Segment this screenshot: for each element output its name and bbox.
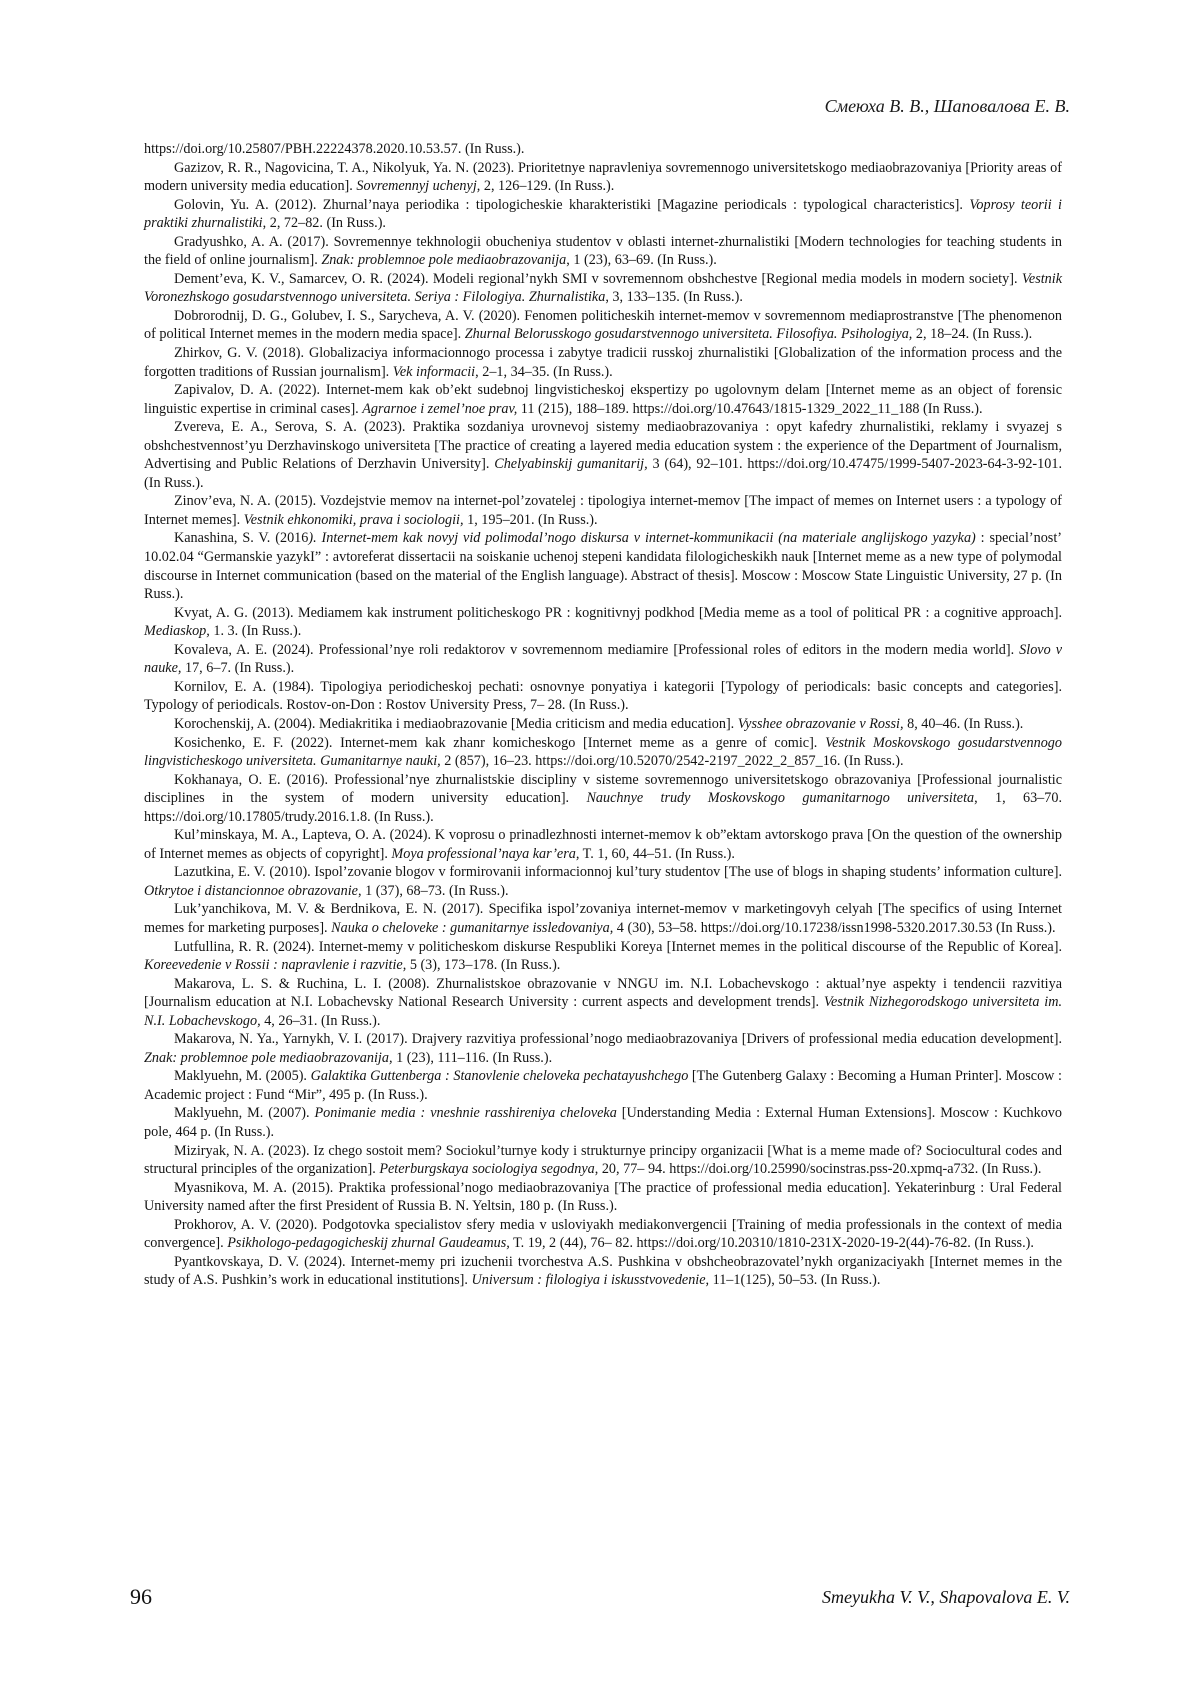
reference-source-title: Sovremennyj uchenyj, <box>356 178 481 195</box>
reference-details: [Understanding Media : External Human Extensions]. Moscow : Kuchkovo pole, 464 p. (In Russ.). <box>144 1105 1062 1140</box>
reference-entry <box>144 1030 1062 1067</box>
reference-details: , 1 (37), 68–73. (In Russ.). <box>357 882 509 899</box>
reference-entry <box>144 196 1062 233</box>
reference-details: 4, 26–31. (In Russ.). <box>260 1012 381 1029</box>
page-number: 96 <box>130 1584 152 1609</box>
reference-source-title: Ponimanie media : vneshnie rasshireniya cheloveka <box>314 1105 617 1122</box>
reference-text: Makarova, L. S. & Ruchina, L. I. (2008). Zhurnalistskoe obrazovanie v NNGU im. N.I. Lobachevskogo : aktual’nye aspekty i tendencii razvitiya [Journalism education at N.I. Lobachevsky National Research University : current aspects and development trends]. <box>144 975 1062 1011</box>
reference-source-title: Znak: problemnoe pole mediaobrazovanija, <box>144 1049 393 1066</box>
reference-entry <box>144 863 1062 900</box>
reference-text: Kanashina, S. V. (2016 <box>174 530 309 547</box>
reference-text: Zapivalov, D. A. (2022). Internet-mem kak ob’ekt sudebnoj lingvisticheskoj ekspertizy po ugolovnym delam [Internet meme as an object of forensic linguistic expertise in criminal cases]. <box>144 382 1062 417</box>
reference-entry <box>144 826 1062 863</box>
reference-details: 17, 6–7. (In Russ.). <box>181 660 295 677</box>
reference-details: , 1, 63–70. https://doi.org/10.17805/trudy.2016.1.8. (In Russ.). <box>144 790 1063 825</box>
reference-entry <box>144 159 1062 196</box>
reference-details: [The Gutenberg Galaxy : Becoming a Human Printer]. Moscow : Academic project : Fund “Mir”, 495 p. (In Russ.). <box>144 1068 1062 1103</box>
reference-source-title: Vestnik Nizhegorodskogo universiteta im. N.I. Lobachevskogo, <box>144 994 1062 1029</box>
reference-text: Zinov’eva, N. A. (2015). Vozdejstvie memov na internet-pol’zovatelej : tipologiya internet-memov [The impact of memes on Internet users : a typology of Internet memes]. <box>144 493 1062 528</box>
reference-entry <box>144 604 1062 641</box>
reference-text: Myasnikova, M. A. (2015). Praktika professional’nogo mediaobrazovaniya [The practice of professional media education]. Yekaterinburg : Ural Federal University named after the first President of Russia B. N. Yeltsin, 180 p. (In Russ.). <box>144 1179 1062 1215</box>
reference-source-title: Koreevedenie v Rossii : napravlenie i razvitie, <box>144 957 407 974</box>
reference-source-title: Voprosy teorii i praktiki zhurnalistiki <box>144 196 1062 232</box>
reference-details: 2 (857), 16–23. https://doi.org/10.52070/2542-2197_2022_2_857_16. (In Russ.). <box>440 753 904 770</box>
reference-text: Korochenskij, A. (2004). Mediakritika i mediaobrazovanie [Media criticism and media education]. <box>174 715 738 732</box>
reference-text: Dobrorodnij, D. G., Golubev, I. S., Sarycheva, A. V. (2020). Fenomen politicheskih internet-memov v sovremennom mediaprostranstve [The phenomenon of political Internet memes in the modern media space]. <box>144 307 1062 343</box>
reference-entry <box>144 641 1062 678</box>
reference-details: , 2, 72–82. (In Russ.). <box>262 215 386 232</box>
reference-text: Zhirkov, G. V. (2018). Globalizaciya informacionnogo processa i zabytye tradicii russkoj zhurnalistiki [Globalization of the information process and the forgotten traditions of Russian journalism]. <box>144 345 1062 380</box>
reference-entry <box>144 678 1062 715</box>
reference-list <box>144 140 1062 1290</box>
reference-details: 1. 3. (In Russ.). <box>209 623 302 640</box>
reference-details: 2, 126–129. (In Russ.). <box>480 178 615 195</box>
reference-text: Kul’minskaya, M. A., Lapteva, O. A. (2024). K voprosu o prinadlezhnosti internet-memov k ob”ektam avtorskogo prava [On the question of the ownership of Internet memes as objects of copyright]. <box>144 827 1062 862</box>
reference-source-title: Chelyabinskij gumanitarij, <box>494 456 648 473</box>
reference-details: , 20, 77– 94. https://doi.org/10.25990/socinstras.pss-20.xpmq-a732. (In Russ.). <box>594 1161 1042 1178</box>
reference-source-title: Psikhologo-pedagogicheskij zhurnal Gaudeamus, <box>227 1235 510 1252</box>
reference-text: Prokhorov, A. V. (2020). Podgotovka specialistov sfery media v usloviyakh mediakonvergencii [Training of media professionals in the context of media convergence]. <box>144 1216 1062 1252</box>
reference-text: Dement’eva, K. V., Samarcev, O. R. (2024). Modeli regional’nykh SMI v sovremennom obshchestve [Regional media models in modern society]. <box>174 270 1022 287</box>
footer-authors: Smeyukha V. V., Shapovalova E. V. <box>822 1587 1070 1607</box>
reference-text: Zvereva, E. A., Serova, S. A. (2023). Praktika sozdaniya urovnevoj sistemy mediaobrazovaniya : opyt kafedry zhurnalistiki, reklamy i svyazej s obshchestvennost’yu Derzhavinskogo universiteta [The practice of creating a layered media education system : the experience of the Department of Journalism, Advertising and Public Relations of Derzhavin University]. <box>144 419 1062 473</box>
reference-entry <box>144 771 1062 827</box>
reference-details: : special’nost’ 10.02.04 “Germanskie yazykI” : avtoreferat dissertacii na soiskanie uchenoj stepeni kandidata filologicheskikh nauk [Internet meme as a new type of polymodal discourse in Internet communication (based on the material of the English language). Abstract of thesis]. Moscow : Moscow State Linguistic University, 27 p. (In Russ.). <box>144 530 1062 603</box>
reference-source-title: Universum : filologiya i iskusstvovedenie, <box>471 1272 710 1289</box>
reference-entry <box>144 1104 1062 1141</box>
reference-details: 11 (215), 188–189. https://doi.org/10.47643/1815-1329_2022_11_188 (In Russ.). <box>517 400 983 417</box>
reference-details: T. 1, 60, 44–51. (In Russ.). <box>579 845 735 862</box>
reference-details: 2, 18–24. (In Russ.). <box>912 326 1033 343</box>
reference-entry <box>144 344 1062 381</box>
reference-details: 11–1(125), 50–53. (In Russ.). <box>709 1272 881 1289</box>
reference-source-title: Nauchnye trudy Moskovskogo gumanitarnogo universiteta <box>586 790 975 807</box>
reference-text: Golovin, Yu. A. (2012). Zhurnal’naya periodika : tipologicheskie kharakteristiki [Magazine periodicals : typological characteristics]. <box>174 196 970 213</box>
reference-entry <box>144 140 1062 159</box>
reference-text: Kosichenko, E. F. (2022). Internet-mem kak zhanr komicheskogo [Internet meme as a genre of comic]. <box>174 734 826 751</box>
reference-text: Makarova, N. Ya., Yarnykh, V. I. (2017). Drajvery razvitiya professional’nogo mediaobrazovaniya [Drivers of professional media education development]. <box>174 1031 1062 1048</box>
reference-source-title: Nauka o cheloveke : gumanitarnye issledovaniya, <box>331 919 614 936</box>
reference-source-title: Mediaskop, <box>144 623 210 640</box>
reference-source-title: Agrarnoe i zemel’noe prav, <box>362 400 518 417</box>
reference-source-title: Vestnik ehkonomiki, prava i sociologii, <box>243 511 464 528</box>
reference-entry <box>144 529 1062 603</box>
reference-entry <box>144 418 1062 492</box>
reference-source-title: ). Internet-mem kak novyj vid polimodal’nogo diskursa v internet-kommunikacii (na materiale anglijskogo yazyka) <box>308 530 976 547</box>
reference-source-title: Vestnik Moskovskogo gosudarstvennogo lingvisticheskogo universiteta. Gumanitarnye nauki, <box>144 734 1062 770</box>
reference-entry <box>144 1142 1062 1179</box>
reference-details: T. 19, 2 (44), 76– 82. https://doi.org/10.20310/1810-231X-2020-19-2(44)-76-82. (In Russ.). <box>509 1235 1034 1252</box>
reference-entry <box>144 734 1062 771</box>
reference-source-title: Peterburgskaya sociologiya segodnya <box>379 1161 595 1178</box>
reference-text: Kornilov, E. A. (1984). Tipologiya periodicheskoj pechati: osnovnye ponyatiya i kategorii [Typology of periodicals: basic concepts and categories]. Typology of periodicals. Rostov-on-Don : Rostov University Press, 7– 28. (In Russ.). <box>144 678 1062 714</box>
reference-entry <box>144 381 1062 418</box>
reference-entry <box>144 1067 1062 1104</box>
reference-text: https://doi.org/10.25807/PBH.22224378.2020.10.53.57. (In Russ.). <box>144 141 525 157</box>
reference-text: Pyantkovskaya, D. V. (2024). Internet-memy pri izuchenii tvorchestva A.S. Pushkina v obshcheobrazovatel’nykh organizaciyakh [Internet memes in the study of A.S. Pushkin’s work in educational institutions]. <box>144 1253 1062 1289</box>
reference-details: 1, 195–201. (In Russ.). <box>463 511 598 528</box>
reference-source-title: Otkrytoe i distancionnoe obrazovanie <box>144 882 358 899</box>
reference-details: , 2–1, 34–35. (In Russ.). <box>475 363 613 380</box>
reference-text: Kvyat, A. G. (2013). Mediamem kak instrument politicheskogo PR : kognitivnyj podkhod [Media meme as a tool of political PR : a cognitive approach]. <box>174 604 1062 621</box>
reference-text: Maklyuehn, M. (2007). <box>174 1105 315 1122</box>
reference-details: 1 (23), 111–116. (In Russ.). <box>392 1049 553 1066</box>
reference-source-title: Slovo v nauke, <box>144 641 1062 677</box>
reference-source-title: Vek informacii <box>392 363 476 380</box>
reference-text: Miziryak, N. A. (2023). Iz chego sostoit mem? Sociokul’turnye kody i strukturnye principy organizacii [What is a meme made of? Sociocultural codes and structural principles of the organization]. <box>144 1142 1062 1178</box>
reference-text: Gazizov, R. R., Nagovicina, T. A., Nikolyuk, Ya. N. (2023). Prioritetnye napravleniya sovremennogo universitetskogo mediaobrazovaniya [Priority areas of modern university media education]. <box>144 159 1062 195</box>
reference-text: Luk’yanchikova, M. V. & Berdnikova, E. N. (2017). Specifika ispol’zovaniya internet-memov v marketingovyh celyah [The specifics of using Internet memes for marketing purposes]. <box>144 901 1062 936</box>
reference-source-title: Moya professional’naya kar’era, <box>391 845 580 862</box>
reference-text: Kovaleva, A. E. (2024). Professional’nye roli redaktorov v sovremennom mediamire [Professional roles of editors in the modern media world]. <box>174 641 1020 658</box>
reference-source-title: Vestnik Voronezhskogo gosudarstvennogo universiteta. Seriya : Filologiya. Zhurnalistika <box>144 270 1062 306</box>
reference-text: Lutfullina, R. R. (2024). Internet-memy v politicheskom diskurse Respubliki Koreya [Internet memes in the political discourse of the Republic of Korea]. <box>174 938 1062 955</box>
reference-entry <box>144 715 1062 734</box>
reference-entry <box>144 1216 1062 1253</box>
reference-entry <box>144 492 1062 529</box>
reference-entry <box>144 975 1062 1031</box>
reference-entry <box>144 900 1062 937</box>
reference-entry <box>144 1179 1062 1216</box>
running-head: Смеюха В. В., Шаповалова Е. В. <box>824 96 1070 116</box>
reference-details: , 1 (23), 63–69. (In Russ.). <box>566 252 717 269</box>
reference-source-title: Zhurnal Belorusskogo gosudarstvennogo universiteta. Filosofiya. Psihologiya, <box>464 326 913 343</box>
reference-details: 3 (64), 92–101. https://doi.org/10.47475/1999-5407-2023-64-3-92-101. (In Russ.). <box>144 456 1062 491</box>
reference-entry <box>144 270 1062 307</box>
reference-source-title: Galaktika Guttenberga : Stanovlenie cheloveka pechatayushchego <box>310 1068 689 1085</box>
reference-details: 4 (30), 53–58. https://doi.org/10.17238/issn1998-5320.2017.30.53 (In Russ.). <box>613 919 1056 936</box>
reference-entry <box>144 1253 1062 1290</box>
reference-entry <box>144 938 1062 975</box>
reference-source-title: Vysshee obrazovanie v Rossi, <box>737 715 904 732</box>
reference-text: Lazutkina, E. V. (2010). Ispol’zovanie blogov v formirovanii informacionnoj kul’tury studentov [The use of blogs in shaping students’ information culture]. <box>174 864 1062 881</box>
reference-text: Gradyushko, A. A. (2017). Sovremennye tekhnologii obucheniya studentov v oblasti internet-zhurnalistiki [Modern technologies for teaching students in the field of online journalism]. <box>144 233 1062 269</box>
reference-entry <box>144 233 1062 270</box>
reference-text: Maklyuehn, M. (2005). <box>174 1068 311 1085</box>
reference-details: , 3, 133–135. (In Russ.). <box>605 289 743 306</box>
reference-details: 8, 40–46. (In Russ.). <box>903 715 1024 732</box>
reference-details: 5 (3), 173–178. (In Russ.). <box>406 957 561 974</box>
reference-text: Kokhanaya, O. E. (2016). Professional’nye zhurnalistskie discipliny v sisteme sovremennogo universitetskogo obrazovaniya [Professional journalistic disciplines in the system of modern university education]. <box>144 771 1062 807</box>
reference-source-title: Znak: problemnoe pole mediaobrazovanija <box>321 252 567 269</box>
reference-entry <box>144 307 1062 344</box>
